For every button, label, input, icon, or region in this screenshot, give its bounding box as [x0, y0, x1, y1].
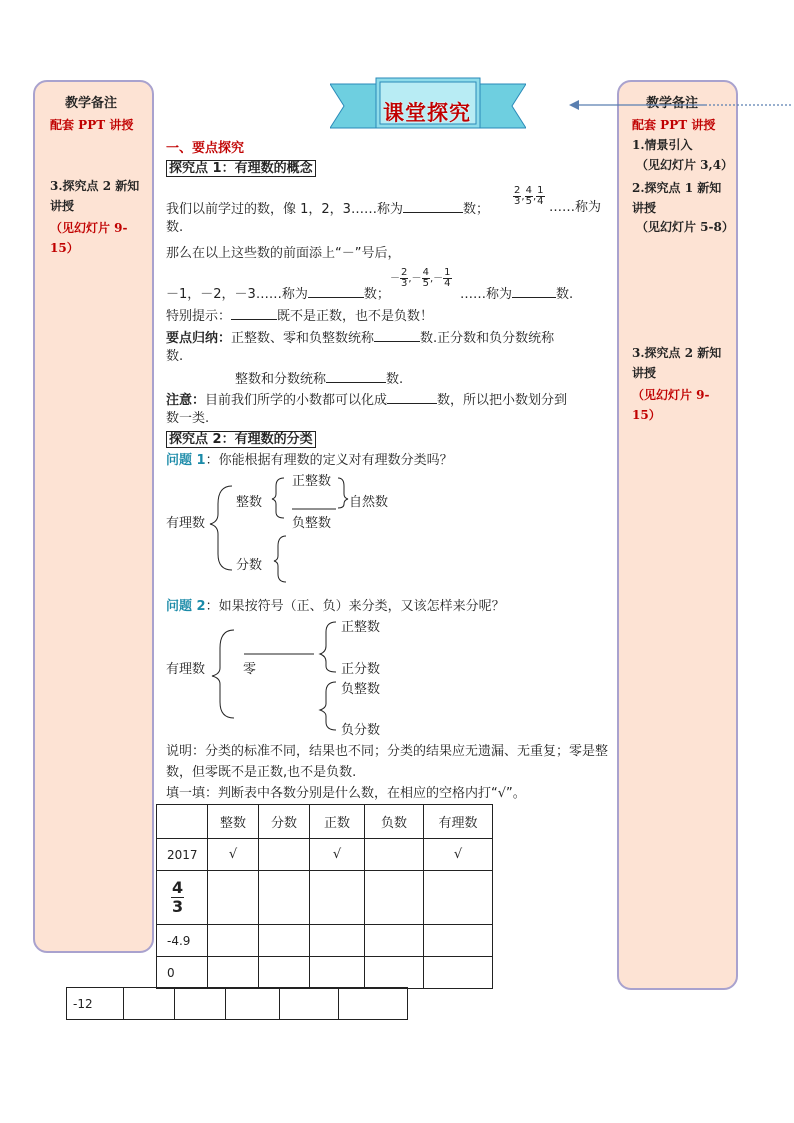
p3-frac-2	[422, 268, 430, 289]
p1-blank-1[interactable]	[403, 199, 463, 213]
right-note-ppt: 配套 PPT 讲授	[632, 118, 716, 132]
p3-text-d: 数.	[556, 287, 574, 302]
summary-blank-1[interactable]	[374, 328, 420, 342]
p3-frac-3	[443, 268, 451, 289]
right-note-item-3: 3.探究点 2 新知讲授	[632, 346, 722, 380]
table-header-row	[157, 805, 493, 839]
table-row	[157, 957, 493, 989]
q1-label: 问题 1	[166, 453, 206, 468]
tree2-pos-int: 正整数	[341, 620, 381, 635]
table-cell[interactable]: √	[310, 839, 365, 871]
tree1-root: 有理数	[166, 516, 206, 531]
p3-blank-1[interactable]	[308, 284, 364, 298]
p3-text-b: 数；	[363, 287, 390, 302]
tree1-integer: 整数	[236, 495, 263, 510]
table-header-cell: 有理数	[424, 805, 493, 839]
point2-title	[166, 431, 316, 449]
p1-frac-2	[525, 186, 533, 207]
note-line	[166, 390, 567, 410]
left-note-ppt: 配套 PPT 讲授	[50, 118, 134, 132]
table-header-cell: 整数	[208, 805, 259, 839]
q2-label: 问题 2	[166, 599, 206, 614]
p3-frac-2-num: 4	[422, 267, 429, 278]
p3-frac-2-den: 5	[422, 278, 429, 289]
table-row	[157, 871, 493, 925]
table-row	[157, 839, 493, 871]
p3-frac-1-den: 3	[401, 278, 408, 289]
table-cell[interactable]	[310, 957, 365, 989]
p1-frac-3-den: 4	[537, 196, 544, 207]
table-cell[interactable]	[175, 988, 226, 1020]
summary-e: 数.	[386, 372, 404, 387]
section-title: 一、要点探究	[166, 141, 245, 156]
summary-blank-2[interactable]	[326, 369, 386, 383]
summary-a: 正整数、零和负整数统称	[231, 331, 375, 346]
explain-line-2: 数，但零既不是正数,也不是负数.	[166, 765, 357, 780]
p1-frac-1	[513, 186, 521, 207]
table-corner-cell	[157, 805, 208, 839]
table-cell[interactable]: √	[208, 839, 259, 871]
point1-title	[166, 160, 316, 178]
right-note-item-2: 2.探究点 1 新知讲授	[632, 181, 722, 215]
table-cell[interactable]	[259, 957, 310, 989]
table-cell[interactable]	[424, 957, 493, 989]
p3-frac-3-den: 4	[444, 278, 451, 289]
note-label: 注意：	[166, 393, 206, 408]
p1-frac-2-num: 4	[525, 185, 532, 196]
table-cell[interactable]	[365, 925, 424, 957]
summary-d: 整数和分数统称	[235, 372, 327, 387]
p1-frac-1-num: 2	[514, 185, 521, 196]
tree2-zero: 零	[243, 662, 257, 677]
q2-line	[166, 598, 505, 616]
table-cell[interactable]	[208, 871, 259, 925]
explain-line-1: 说明：分类的标准不同，结果也不同；分类的结果应无遗漏、无重复；零是整	[166, 744, 609, 759]
q2-text: ：如果按符号（正、负）来分类，又该怎样来分呢？	[205, 599, 505, 614]
row-label: -4.9	[157, 925, 208, 957]
table-cell[interactable]	[310, 871, 365, 925]
q1-text: ：你能根据有理数的定义对有理数分类吗？	[205, 453, 453, 468]
tip-line	[166, 306, 433, 326]
point1-title-text: 探究点 1：有理数的概念	[166, 160, 316, 177]
fill-line: 填一填：判断表中各数分别是什么数，在相应的空格内打“√”。	[166, 786, 526, 801]
table-header-cell: 负数	[365, 805, 424, 839]
tree2-neg-frac: 负分数	[341, 723, 381, 738]
table-cell[interactable]	[365, 871, 424, 925]
table-cell[interactable]	[424, 871, 493, 925]
p1-line	[166, 199, 489, 219]
tip-blank[interactable]	[231, 306, 277, 320]
p1-text-a: 我们以前学过的数，像 1，2，3……称为	[166, 202, 403, 217]
table-cell[interactable]	[208, 957, 259, 989]
row-label: 0	[157, 957, 208, 989]
row-label: -12	[67, 988, 124, 1020]
p1-text-b: 数；	[462, 202, 489, 217]
tree2-pos-frac: 正分数	[341, 662, 381, 677]
classification-table	[156, 804, 493, 989]
table-header-cell: 分数	[259, 805, 310, 839]
p3-frac-3-num: 1	[444, 267, 451, 278]
note-blank[interactable]	[387, 390, 437, 404]
p3-line	[166, 284, 390, 304]
table-cell[interactable]	[226, 988, 280, 1020]
note-b: 数，所以把小数划分到	[437, 393, 568, 408]
table-header-cell: 正数	[310, 805, 365, 839]
p1-text-d: 数.	[166, 220, 184, 235]
right-note-item-3-ref: （见幻灯片 9-15）	[632, 388, 710, 422]
row-label: 2017	[157, 839, 208, 871]
right-note-item-1: 1.情景引入	[632, 138, 693, 152]
tree2-root: 有理数	[166, 662, 206, 677]
left-note-item-ref: （见幻灯片 9-15）	[50, 221, 128, 255]
p3-frac-1	[400, 268, 408, 289]
table-cell[interactable]	[259, 839, 310, 871]
table-cell[interactable]	[259, 925, 310, 957]
tree1-pos-int: 正整数	[292, 474, 332, 489]
p1-frac-3-num: 1	[537, 185, 544, 196]
right-note-item-2-ref: （见幻灯片 5-8）	[636, 220, 734, 234]
row-label-fraction	[157, 871, 208, 925]
banner-title: 课堂探究	[383, 101, 471, 125]
table-fraction	[171, 879, 184, 916]
table-fraction-num: 4	[172, 878, 184, 897]
p1-frac-1-den: 3	[514, 196, 521, 207]
summary-line-3	[235, 369, 403, 389]
tip-text: 既不是正数，也不是负数！	[277, 309, 434, 324]
note-line-2: 数一类.	[166, 411, 210, 426]
table-fraction-den: 3	[172, 897, 184, 916]
note-a: 目前我们所学的小数都可以化成	[205, 393, 388, 408]
left-note-item: 3.探究点 2 新知讲授	[50, 179, 140, 213]
tree1-fraction: 分数	[236, 558, 263, 573]
q1-line	[166, 452, 453, 470]
p2-line: 那么在以上这些数的前面添上“－”号后，	[166, 246, 401, 261]
table-cell[interactable]	[124, 988, 175, 1020]
p3-text-c: ……称为	[460, 287, 513, 302]
p1-line-tail	[549, 199, 601, 217]
table-cell[interactable]	[259, 871, 310, 925]
p3-fractions: － $\frac{2}{3}$ ,－ $\frac{4}{5}$ ,－ $\frac{1}{4}$	[390, 267, 451, 289]
tree2-neg-int: 负整数	[341, 682, 381, 697]
table-cell[interactable]	[280, 988, 339, 1020]
p1-line-2	[166, 219, 183, 237]
p1-fractions: $\frac{2}{3}$ , $\frac{4}{5}$ , $\frac{1}{4}$	[514, 185, 544, 207]
table-cell[interactable]	[208, 925, 259, 957]
p1-frac-3	[536, 186, 544, 207]
table-cell[interactable]	[310, 925, 365, 957]
p3-text-a: －1，－2，－3……称为	[166, 287, 308, 302]
table-row	[157, 925, 493, 957]
pointer-arrow-icon	[565, 96, 794, 116]
table-cell[interactable]	[339, 988, 408, 1020]
left-note-title: 教学备注	[65, 96, 118, 111]
p3-blank-2[interactable]	[512, 284, 556, 298]
extra-table-row	[66, 987, 408, 1020]
p3-line-tail	[460, 284, 573, 304]
summary-line-2: 数.	[166, 349, 184, 364]
p3-frac-1-num: 2	[401, 267, 408, 278]
table-cell[interactable]	[365, 957, 424, 989]
table-cell[interactable]: √	[424, 839, 493, 871]
table-row	[67, 988, 408, 1020]
p1-text-c: ……称为	[549, 200, 602, 215]
summary-b: 数.正分数和负分数统称	[420, 331, 555, 346]
table-cell[interactable]	[365, 839, 424, 871]
point2-title-text: 探究点 2：有理数的分类	[166, 431, 316, 448]
right-note-item-1-ref: （见幻灯片 3,4）	[636, 158, 734, 172]
tree1-braces	[206, 474, 366, 586]
summary-label: 要点归纳：	[166, 331, 232, 346]
p1-frac-2-den: 5	[525, 196, 532, 207]
tree1-neg-int: 负整数	[292, 516, 332, 531]
table-cell[interactable]	[424, 925, 493, 957]
summary-line	[166, 328, 554, 348]
tip-label: 特别提示：	[166, 309, 232, 324]
right-note-title: 教学备注	[646, 96, 699, 111]
tree2-braces	[206, 618, 356, 740]
tree1-natural: 自然数	[349, 495, 389, 510]
